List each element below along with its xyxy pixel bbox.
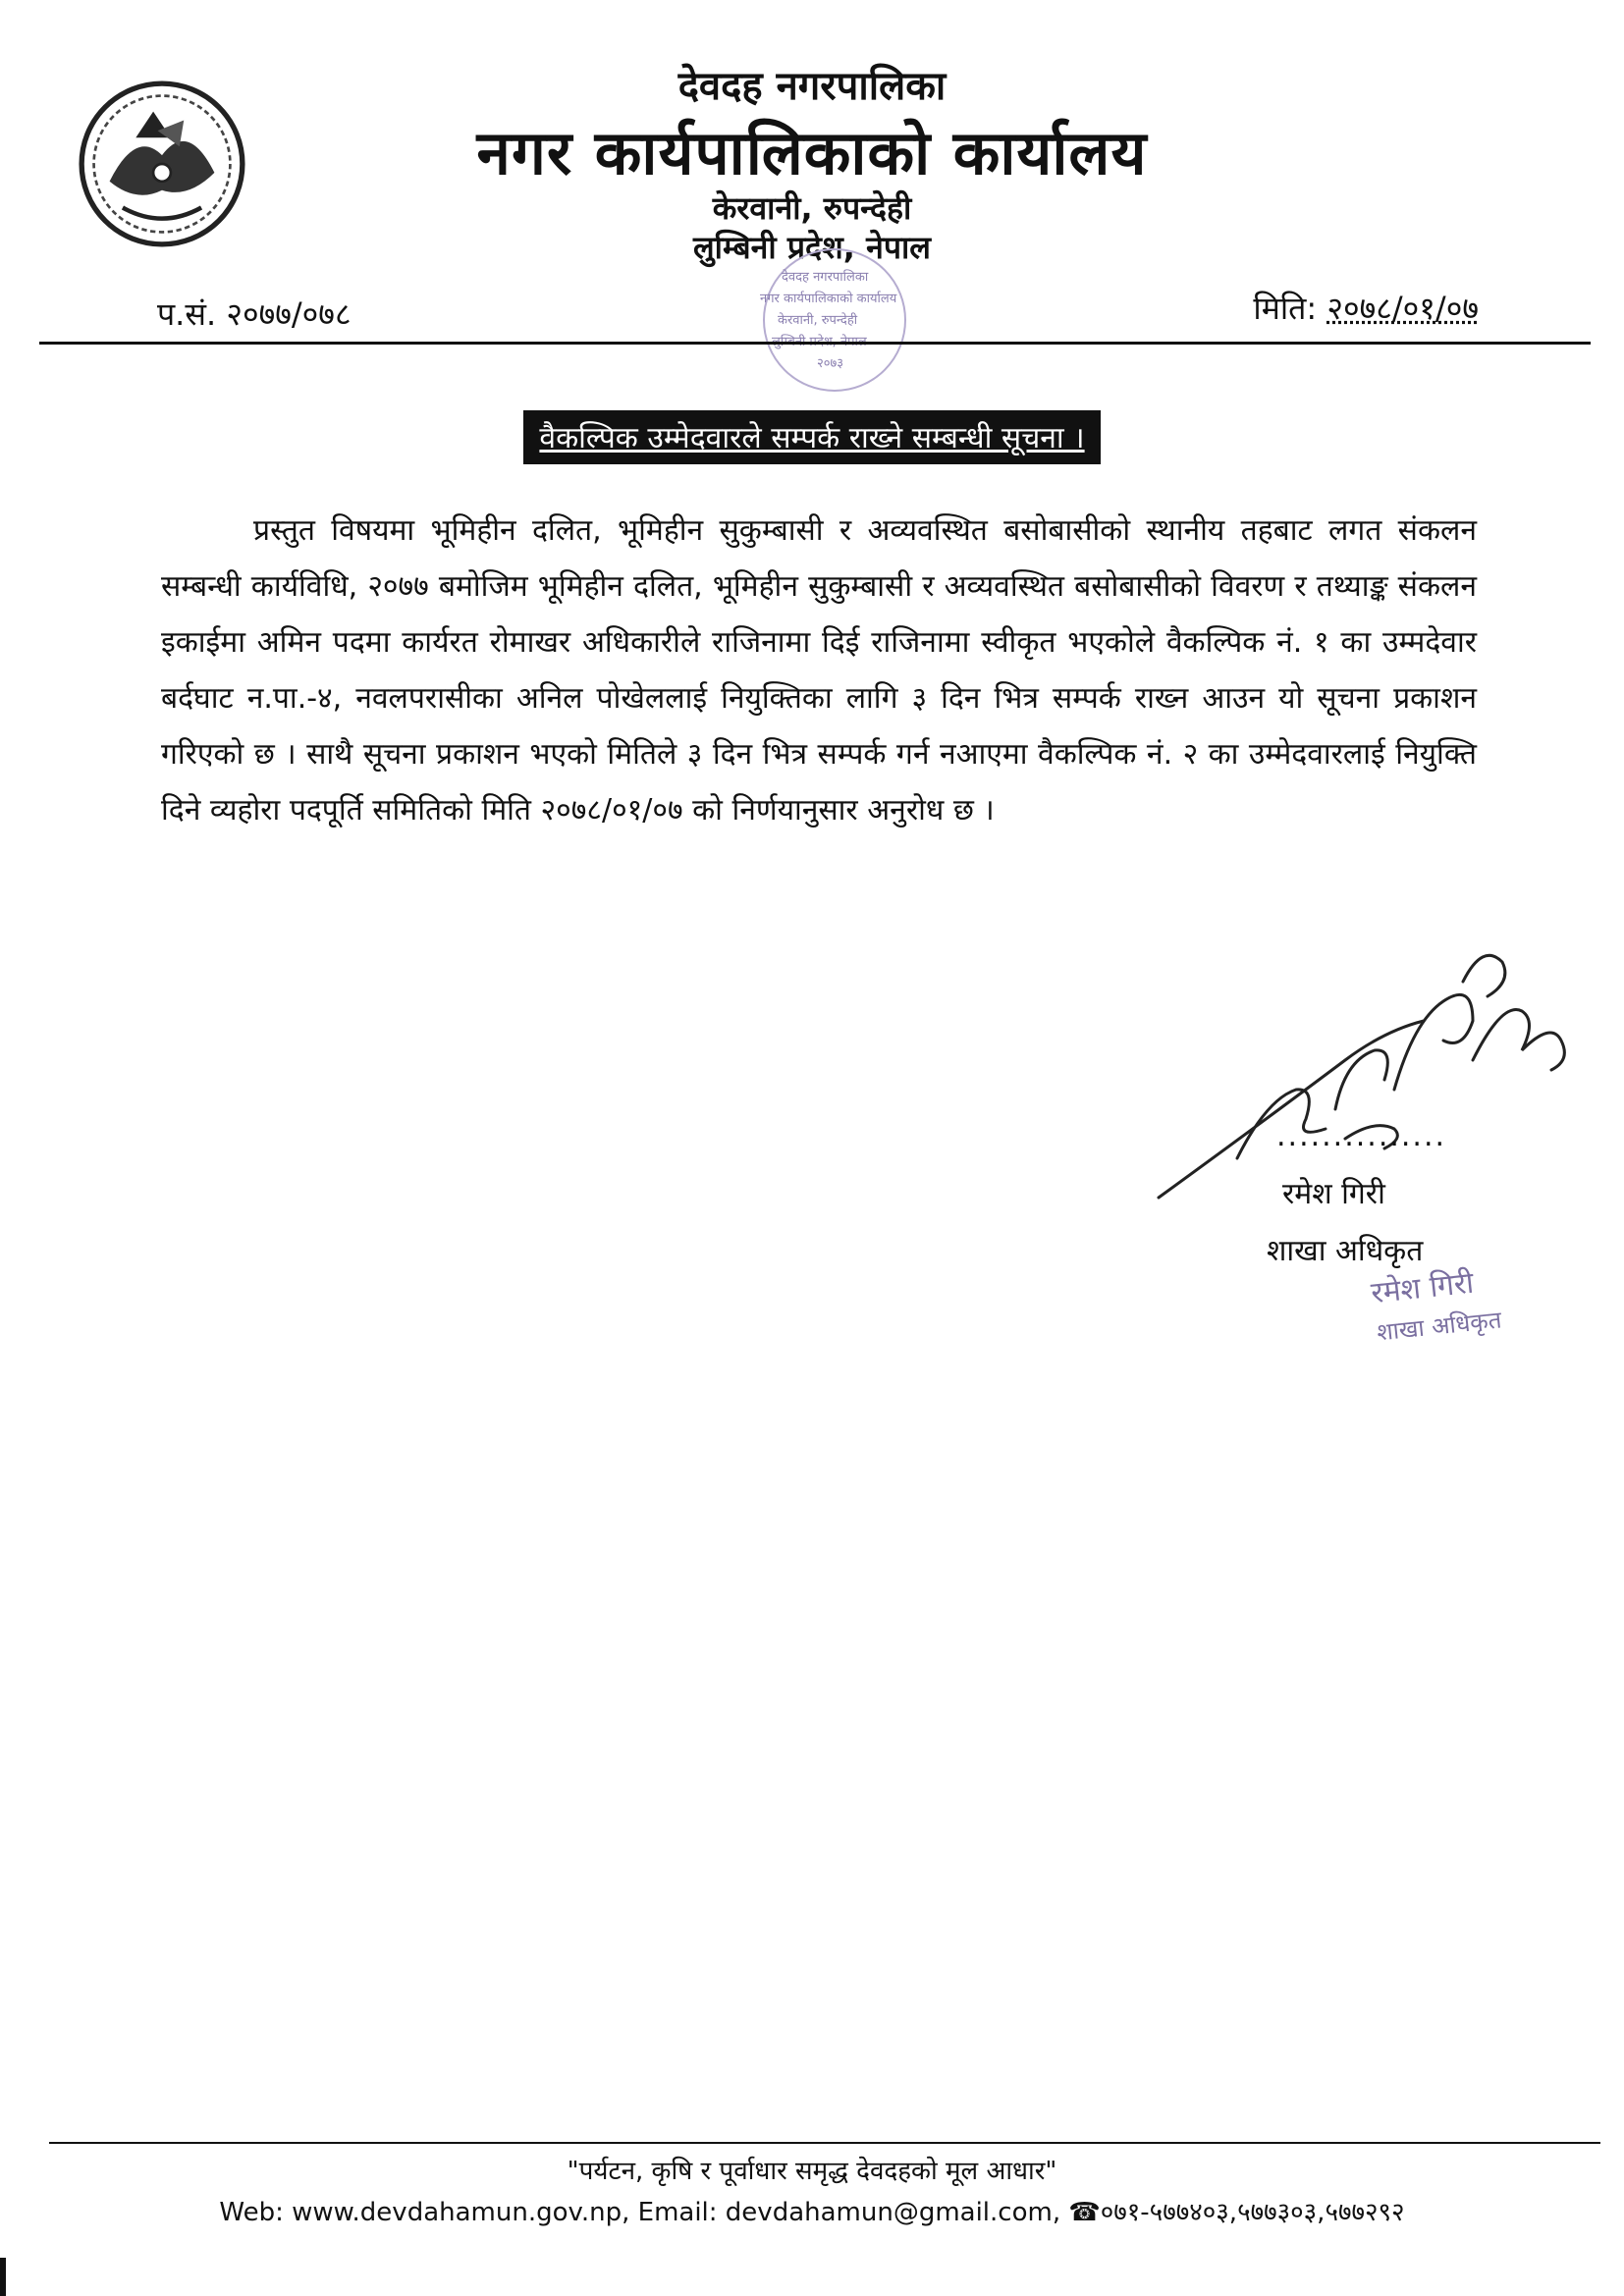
municipality-name: देवदह नगरपालिका	[677, 64, 947, 109]
footer-divider	[49, 2142, 1600, 2144]
title-stamp: शाखा अधिकृत	[1375, 1306, 1503, 1347]
date-value: २०७८/०१/०७	[1326, 290, 1479, 327]
seal-line-5: २०७३	[817, 356, 844, 371]
footer-contact: Web: www.devdahamun.gov.np, Email: devdahamun@gmail.com, ☎०७१-५७७४०३,५७७३०३,५७७२९२	[219, 2198, 1405, 2227]
office-name: नगर कार्यपालिकाको कार्यालय	[476, 117, 1148, 188]
letter-date	[1253, 287, 1479, 329]
seal-line-1: देवदह नगरपालिका	[782, 270, 869, 285]
subject-container	[0, 410, 1624, 464]
notice-subject: वैकल्पिक उम्मेदवारले सम्पर्क राख्ने सम्बन्धी सूचना ।	[523, 410, 1100, 464]
notice-body: प्रस्तुत विषयमा भूमिहीन दलित, भूमिहीन सुकुम्बासी र अव्यवस्थित बसोबासीको स्थानीय तहबाट लगत संकलन सम्बन्धी कार्यविधि, २०७७ बमोजिम भूमिहीन दलित, भूमिहीन सुकुम्बासी र अव्यवस्थित बसोबासीको विवरण र तथ्याङ्क संकलन इकाईमा अमिन पदमा कार्यरत रोमाखर अधिकारीले राजिनामा दिई राजिनामा स्वीकृत भएकोले वैकल्पिक नं. १ का उम्मदेवार बर्दघाट न.पा.-४, नवलपरासीका अनिल पोखेललाई नियुक्तिका लागि ३ दिन भित्र सम्पर्क राख्न आउन यो सूचना प्रकाशन गरिएको छ । साथै सूचना प्रकाशन भएको मितिले ३ दिन भित्र सम्पर्क गर्न नआएमा वैकल्पिक नं. २ का उम्मेदवारलाई नियुक्ति दिने व्यहोरा पदपूर्ति समितिको मिति २०७८/०१/०७ को निर्णयानुसार अनुरोध छ ।	[161, 513, 1477, 828]
office-province: लुम्बिनी प्रदेश, नेपाल	[692, 229, 932, 266]
seal-line-3: केरवानी, रुपन्देही	[778, 313, 858, 328]
header-divider	[39, 342, 1591, 345]
signatory-name: रमेश गिरी	[1282, 1177, 1385, 1211]
scan-edge-mark	[0, 2258, 6, 2296]
name-stamp: रमेश गिरी	[1369, 1265, 1476, 1311]
seal-line-2: नगर कार्यपालिकाको कार्यालय	[760, 292, 897, 306]
footer-motto: "पर्यटन, कृषि र पूर्वाधार समृद्ध देवदहको मूल आधार"	[567, 2157, 1057, 2186]
date-label: मिति:	[1253, 290, 1318, 327]
office-seal	[738, 241, 931, 399]
office-location: केरवानी, रुपन्देही	[712, 189, 912, 227]
signatory-title: शाखा अधिकृत	[1267, 1234, 1424, 1268]
signature-line: ...............	[1276, 1119, 1447, 1153]
reference-number: प.सं. २०७७/०७८	[157, 295, 352, 333]
